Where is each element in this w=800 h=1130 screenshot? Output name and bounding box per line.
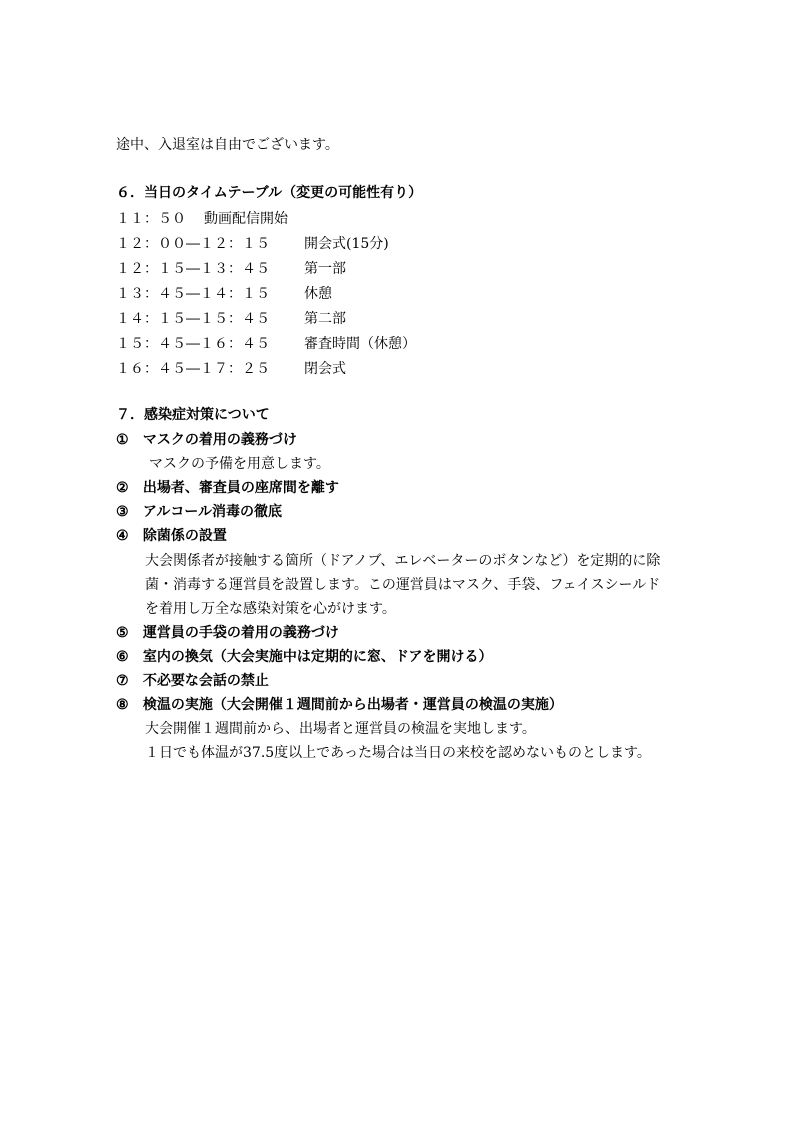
timetable-label: 開会式(15分) [304, 236, 389, 252]
list-item-title [116, 623, 339, 643]
timetable-row [116, 284, 332, 304]
timetable-row [116, 234, 389, 254]
timetable-row [116, 334, 416, 354]
timetable-label: 審査時間（休憩） [304, 336, 416, 352]
timetable-row [116, 209, 288, 229]
intro-text: 途中、入退室は自由でございます。 [116, 137, 339, 153]
timetable-label: 休憩 [304, 286, 332, 302]
item-title: 検温の実施（大会開催１週間前から出場者・運営員の検温の実施） [142, 697, 563, 713]
item-number: ⑧ [116, 697, 129, 713]
item-number: ① [116, 432, 129, 448]
item-body-line: 菌・消毒する運営員を設置します。この運営員はマスク、手袋、フェイスシールド [145, 577, 661, 593]
timetable-time: １４：１５―１５：４５ [116, 311, 270, 327]
item-title: アルコール消毒の徹底 [142, 504, 283, 520]
section6-heading: ６．当日のタイムテーブル（変更の可能性有り） [116, 185, 423, 201]
list-item-title [116, 526, 227, 546]
item-number: ⑦ [116, 673, 129, 689]
timetable-time: １６：４５―１７：２５ [116, 361, 270, 377]
timetable-row [116, 309, 346, 329]
item-title: マスクの着用の義務づけ [142, 432, 297, 448]
timetable-time: １２：００―１２：１５ [116, 236, 270, 252]
timetable-label: 動画配信開始 [204, 211, 288, 227]
list-item-title [116, 647, 492, 667]
timetable-row [116, 359, 346, 379]
timetable-label: 第一部 [304, 261, 346, 277]
timetable-time: １１：５０ [116, 211, 186, 227]
item-body-line: 大会関係者が接触する箇所（ドアノブ、エレベーターのボタンなど）を定期的に除 [145, 553, 661, 569]
item-title: 運営員の手袋の着用の義務づけ [142, 625, 339, 641]
list-item-title [116, 430, 297, 450]
timetable-time: １２：１５―１３：４５ [116, 261, 270, 277]
timetable-label: 閉会式 [304, 361, 346, 377]
list-item-title [116, 478, 339, 498]
item-body-line: マスクの予備を用意します。 [149, 456, 330, 472]
item-number: ④ [116, 528, 129, 544]
section7-heading: ７．感染症対策について [116, 407, 270, 423]
item-title: 室内の換気（大会実施中は定期的に窓、ドアを開ける） [142, 649, 493, 665]
list-item-title [116, 671, 269, 691]
item-title: 不必要な会話の禁止 [142, 673, 269, 689]
timetable-time: １３：４５―１４：１５ [116, 286, 270, 302]
item-title: 除菌係の設置 [142, 528, 227, 544]
item-body-line: １日でも体温が37.5度以上であった場合は当日の来校を認めないものとします。 [145, 745, 651, 761]
timetable-label: 第二部 [304, 311, 346, 327]
item-number: ⑤ [116, 625, 129, 641]
timetable-row [116, 259, 346, 279]
timetable-time: １５：４５―１６：４５ [116, 336, 270, 352]
item-title: 出場者、審査員の座席間を離す [142, 480, 339, 496]
list-item-title [116, 695, 563, 715]
item-body-line: 大会開催１週間前から、出場者と運営員の検温を実地します。 [145, 721, 536, 737]
item-number: ③ [116, 504, 129, 520]
item-body-line: を着用し万全な感染対策を心がけます。 [145, 601, 396, 617]
item-number: ⑥ [116, 649, 129, 665]
item-number: ② [116, 480, 129, 496]
list-item-title [116, 502, 282, 522]
